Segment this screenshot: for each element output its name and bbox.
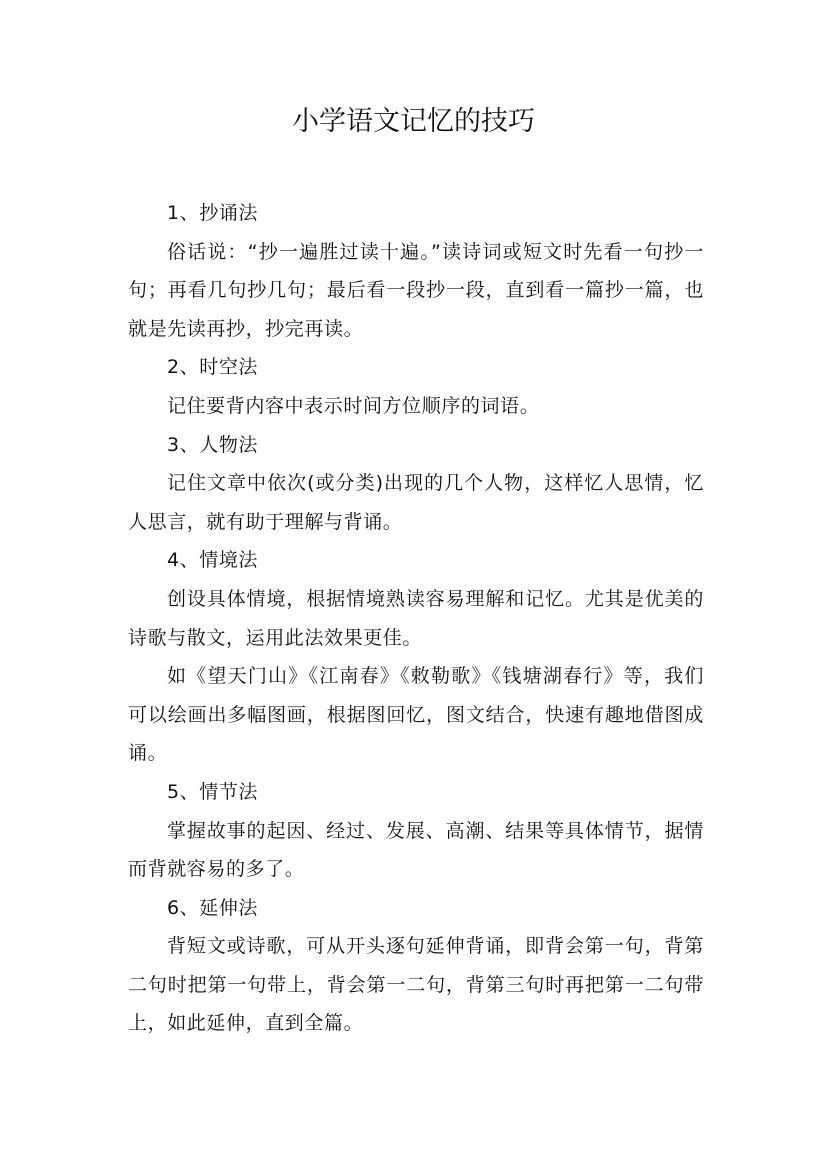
section-heading-extension: 6、延伸法 <box>166 896 259 919</box>
document-body <box>128 194 704 1043</box>
paragraph-scenario-example: 如《望天门山》《江南春》《敕勒歌》《钱塘湖春行》等，我们可以绘画出多幅图画，根据图回忆，图文结合，快速有趣地借图成诵。 <box>128 665 704 765</box>
paragraph-copy-recite: 俗话说：“抄一遍胜过读十遍。”读诗词或短文时先看一句抄一句；再看几句抄几句；最后看一段抄一段，直到看一篇抄一篇，也就是先读再抄，抄完再读。 <box>128 240 704 340</box>
paragraph-plot: 掌握故事的起因、经过、发展、高潮、结果等具体情节，据情而背就容易的多了。 <box>128 819 704 881</box>
section-heading-time-space: 2、时空法 <box>166 356 259 379</box>
section-heading-characters: 3、人物法 <box>166 433 259 456</box>
section-heading-scenario: 4、情境法 <box>166 549 259 572</box>
section-heading-plot: 5、情节法 <box>166 780 259 803</box>
paragraph-scenario: 创设具体情境，根据情境熟读容易理解和记忆。尤其是优美的诗歌与散文，运用此法效果更佳。 <box>128 587 704 649</box>
section-heading-copy-recite: 1、抄诵法 <box>166 202 259 224</box>
paragraph-time-space: 记住要背内容中表示时间方位顺序的词语。 <box>166 394 540 417</box>
paragraph-extension: 背短文或诗歌，可从开头逐句延伸背诵，即背会第一句，背第二句时把第一句带上，背会第一二句，背第三句时再把第一二句带上，如此延伸，直到全篇。 <box>128 935 704 1035</box>
document-title: 小学语文记忆的技巧 <box>292 106 535 137</box>
paragraph-characters: 记住文章中依次(或分类)出现的几个人物，这样忆人思情，忆人思言，就有助于理解与背诵。 <box>128 472 704 533</box>
